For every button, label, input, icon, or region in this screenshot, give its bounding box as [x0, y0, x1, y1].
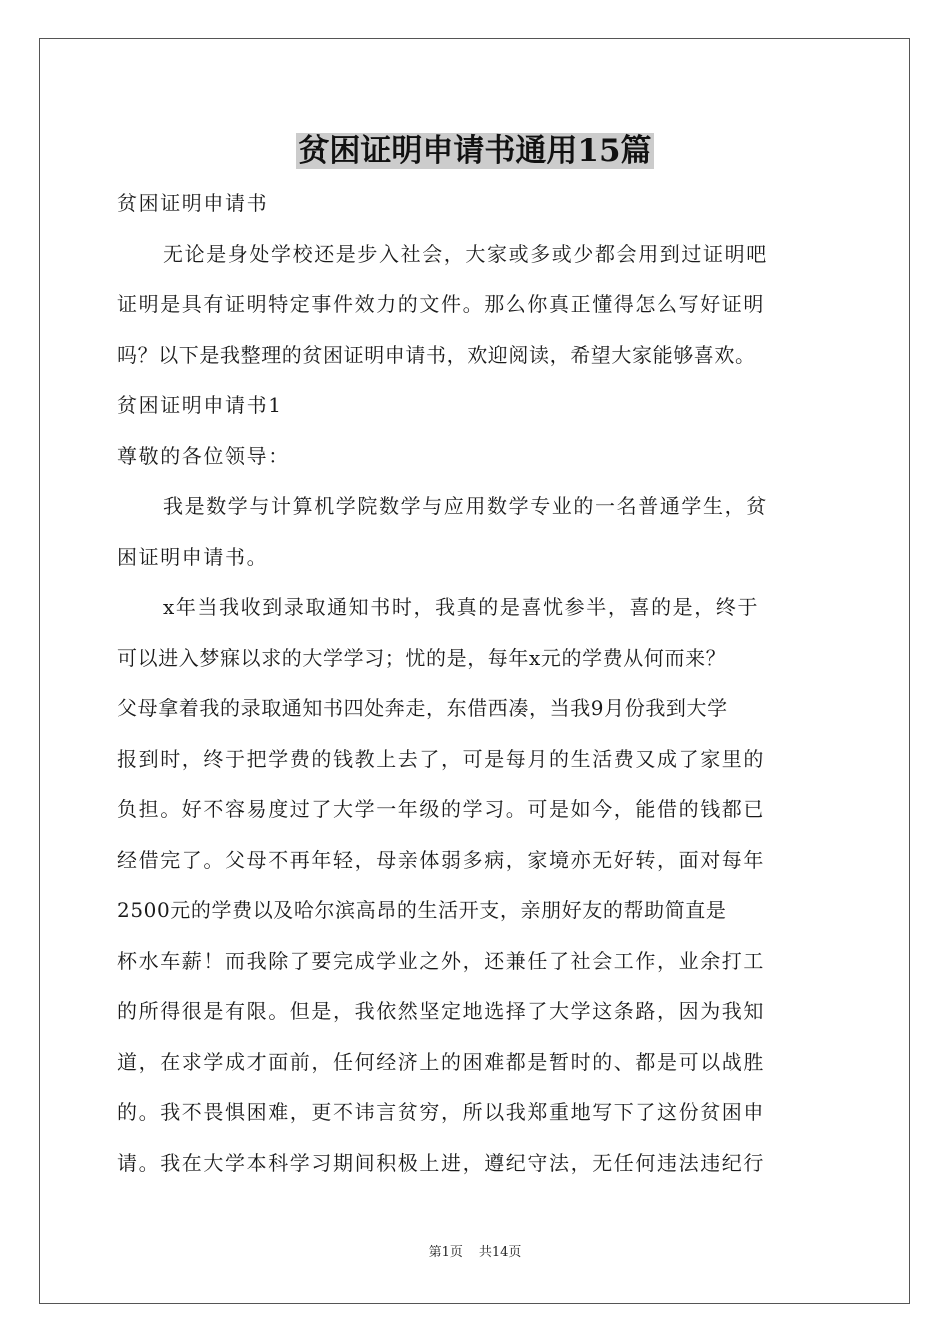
page-number: 第1页: [428, 1245, 463, 1260]
body-line: 可以进入梦寐以求的大学学习；忧的是，每年x元的学费从何而来？: [117, 645, 727, 670]
total-pages: 共14页: [478, 1245, 522, 1260]
body-line: x年当我收到录取通知书时，我真的是喜忧参半，喜的是，终于: [163, 595, 760, 619]
section-heading: 贫困证明申请书1: [117, 393, 283, 417]
body-line: 的。我不畏惧困难，更不讳言贫穷，所以我郑重地写下了这份贫困申: [117, 1100, 765, 1124]
body-line: 吗？以下是我整理的贫困证明申请书，欢迎阅读，希望大家能够喜欢。: [117, 342, 756, 367]
document-title: [0, 128, 950, 172]
document-body: [117, 178, 833, 1188]
salutation: 尊敬的各位领导：: [117, 443, 290, 468]
body-line: 无论是身处学校还是步入社会，大家或多或少都会用到过证明吧: [163, 241, 768, 266]
body-line: 负担。好不容易度过了大学一年级的学习。可是如今，能借的钱都已: [117, 797, 765, 821]
body-line: 经借完了。父母不再年轻，母亲体弱多病，家境亦无好转，面对每年: [117, 847, 765, 872]
body-line: 道，在求学成才面前，任何经济上的困难都是暂时的、都是可以战胜: [117, 1049, 765, 1074]
body-line: 2500元的学费以及哈尔滨高昂的生活开支，亲朋好友的帮助简直是: [117, 898, 727, 922]
body-line: 我是数学与计算机学院数学与应用数学专业的一名普通学生，贫: [163, 494, 768, 518]
document-title-text: 贫困证明申请书通用15篇: [298, 133, 652, 169]
body-line: 报到时，终于把学费的钱教上去了，可是每月的生活费又成了家里的: [117, 746, 765, 771]
body-line: 证明是具有证明特定事件效力的文件。那么你真正懂得怎么写好证明: [117, 292, 765, 316]
body-line-subtitle: 贫困证明申请书: [117, 191, 269, 215]
body-line: 杯水车薪！而我除了要完成学业之外，还兼任了社会工作，业余打工: [117, 948, 765, 973]
body-line: 父母拿着我的录取通知书四处奔走，东借西凑，当我9月份我到大学: [117, 696, 728, 720]
body-line: 请。我在大学本科学习期间积极上进，遵纪守法，无任何违法违纪行: [117, 1150, 765, 1175]
page-footer: [0, 1241, 950, 1260]
body-line: 的所得很是有限。但是，我依然坚定地选择了大学这条路，因为我知: [117, 999, 765, 1023]
body-line: 困证明申请书。: [117, 544, 269, 569]
